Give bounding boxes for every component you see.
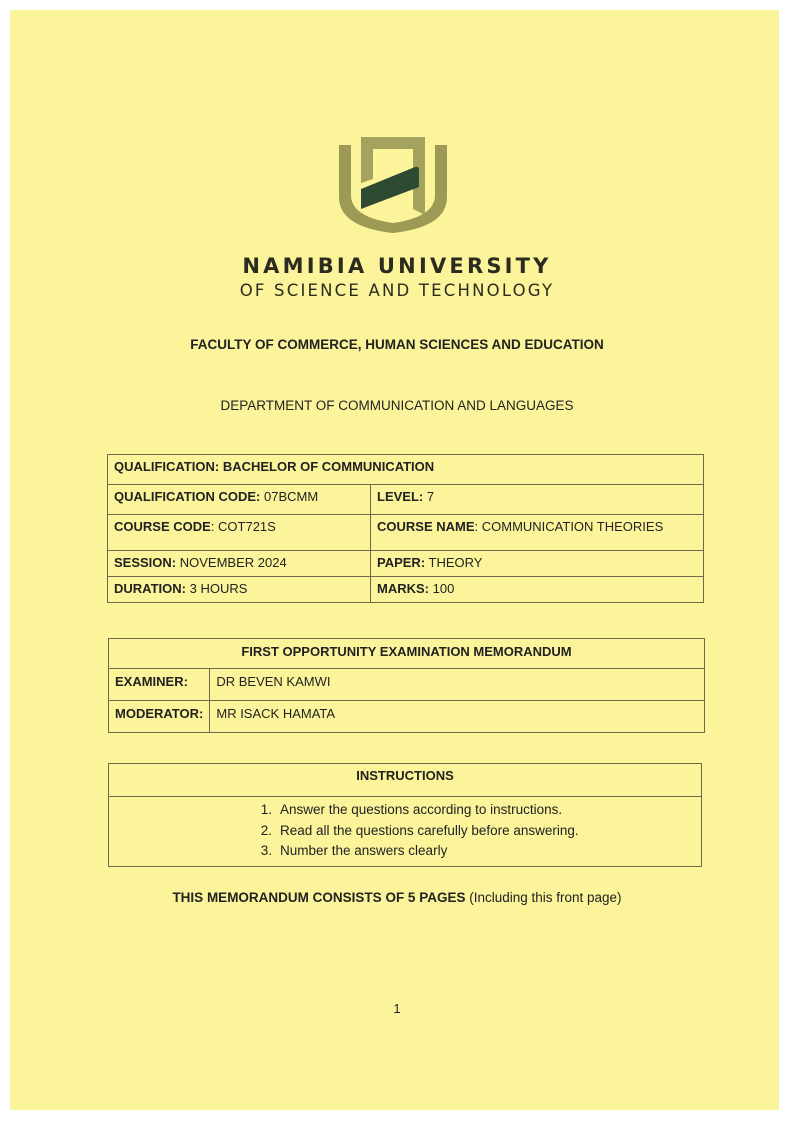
course-code-cell: [108, 515, 371, 551]
course-code-label: COURSE CODE: [114, 519, 211, 534]
instruction-item: 1. Answer the questions according to instructions.: [260, 802, 563, 817]
qualification-cell: [108, 455, 704, 485]
session-label: SESSION:: [114, 555, 177, 570]
university-name-line2: OF SCIENCE AND TECHNOLOGY: [239, 281, 555, 300]
paper-value: THEORY: [428, 555, 483, 570]
duration-label: DURATION:: [114, 581, 186, 596]
level-cell: [371, 485, 704, 515]
paper-cell: [371, 551, 704, 577]
page-count-normal: (Including this front page): [465, 890, 622, 905]
duration-cell: [108, 577, 371, 603]
page-count-bold: THIS MEMORANDUM CONSISTS OF 5 PAGES: [172, 890, 466, 905]
examiner-name: DR BEVEN KAMWI: [210, 669, 705, 701]
moderator-name: MR ISACK HAMATA: [210, 701, 705, 733]
instructions-title: INSTRUCTIONS: [109, 764, 702, 797]
instructions-table: [108, 763, 702, 867]
qualification-code-cell: [108, 485, 371, 515]
course-details-table: [107, 454, 704, 603]
course-code-value: : COT721S: [210, 519, 276, 534]
duration-value: 3 HOURS: [189, 581, 248, 596]
moderator-label: MODERATOR:: [109, 701, 210, 733]
instruction-item: 3. Number the answers clearly: [260, 843, 448, 858]
qualification-label: QUALIFICATION:: [114, 459, 220, 474]
level-label: LEVEL:: [377, 489, 424, 504]
paper-label: PAPER:: [377, 555, 426, 570]
university-name-line1: NAMIBIA UNIVERSITY: [242, 254, 552, 278]
examiner-label: EXAMINER:: [109, 669, 210, 701]
faculty-heading: FACULTY OF COMMERCE, HUMAN SCIENCES AND EDUCATION: [190, 337, 604, 352]
page-count-note: [0, 890, 794, 905]
memorandum-title: FIRST OPPORTUNITY EXAMINATION MEMORANDUM: [109, 639, 705, 669]
marks-value: 100: [432, 581, 455, 596]
session-value: NOVEMBER 2024: [179, 555, 287, 570]
memorandum-table: [108, 638, 705, 733]
marks-label: MARKS:: [377, 581, 429, 596]
qualification-value: BACHELOR OF COMMUNICATION: [222, 459, 435, 474]
instructions-list: [109, 800, 701, 862]
page-number: 1: [393, 1001, 401, 1016]
marks-cell: [371, 577, 704, 603]
instruction-item: 2. Read all the questions carefully before answering.: [260, 822, 579, 838]
course-name-cell: [371, 515, 704, 551]
course-name-value: : COMMUNICATION THEORIES: [474, 519, 664, 534]
course-name-label: COURSE NAME: [377, 519, 475, 534]
nust-shield-logo-icon: [333, 137, 453, 233]
level-value: 7: [426, 489, 435, 504]
qualification-code-value: 07BCMM: [263, 489, 319, 504]
qualification-code-label: QUALIFICATION CODE:: [114, 489, 261, 504]
department-heading: DEPARTMENT OF COMMUNICATION AND LANGUAGES: [220, 398, 574, 413]
instructions-body: [109, 797, 702, 867]
session-cell: [108, 551, 371, 577]
